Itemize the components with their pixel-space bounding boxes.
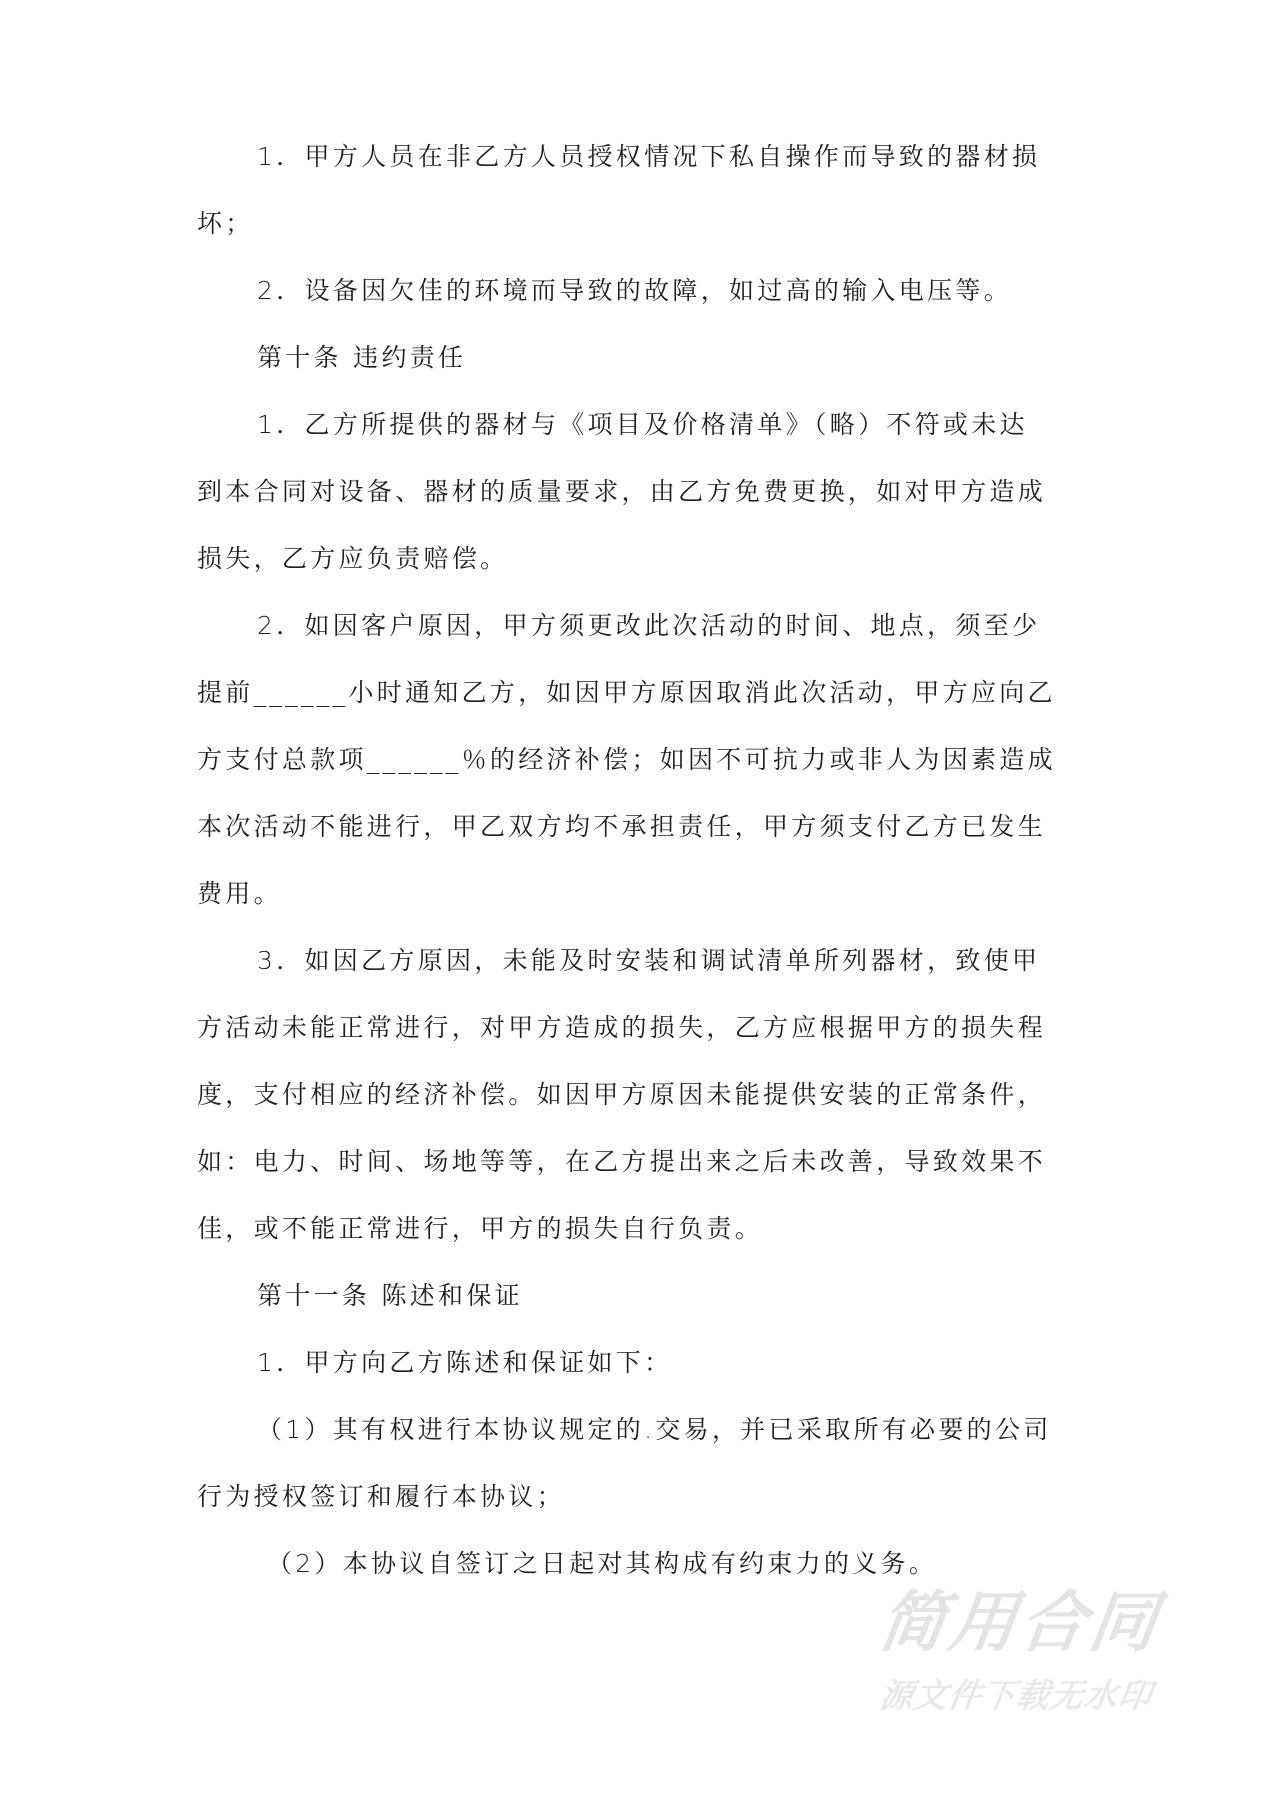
text-line: 1．甲方向乙方陈述和保证如下：: [257, 1348, 673, 1377]
clause-10-heading: [197, 324, 1089, 391]
clause-10-item-3-line-4: [197, 1128, 1089, 1195]
clause-10-item-2-line-1: [197, 592, 1089, 659]
clause-10-item-1-line-1: [197, 391, 1089, 458]
text-line: 本次活动不能进行，甲乙双方均不承担责任，甲方须支付乙方已发生: [197, 812, 1047, 841]
clause-11-sub-1-line-1: [197, 1396, 1089, 1463]
clause-10-item-3-line-1: [197, 927, 1089, 994]
section-heading: 第十条 违约责任: [257, 343, 467, 372]
text-line: 2．设备因欠佳的环境而导致的故障，如过高的输入电压等。: [257, 276, 1013, 305]
text-line: 3．如因乙方原因，未能及时安装和调试清单所列器材，致使甲: [257, 946, 1041, 975]
text-line: 费用。: [197, 879, 282, 908]
clause-10-item-2-line-5: [197, 860, 1089, 927]
text-line: （1）其有权进行本协议规定的.交易，并已采取所有必要的公司: [257, 1415, 1052, 1444]
clause-10-item-3-line-5: [197, 1195, 1089, 1262]
clause-10-item-2-line-4: [197, 793, 1089, 860]
clause-10-item-3-line-2: [197, 994, 1089, 1061]
text-line: 坏；: [197, 209, 254, 238]
clause-9-item-2: [197, 257, 1089, 324]
text-line: 1．乙方所提供的器材与《项目及价格清单》（略）不符或未达: [257, 410, 1028, 439]
clause-11-heading: [197, 1262, 1089, 1329]
clause-11-sub-1-line-2: [197, 1463, 1089, 1530]
text-line: 佳，或不能正常进行，甲方的损失自行负责。: [197, 1214, 764, 1243]
text-line: 损失，乙方应负责赔偿。: [197, 544, 509, 573]
clause-11-sub-2: [197, 1530, 1089, 1597]
clause-10-item-1-line-3: [197, 525, 1089, 592]
text-line: 方活动未能正常进行，对甲方造成的损失，乙方应根据甲方的损失程: [197, 1013, 1047, 1042]
clause-10-item-2-line-2: [197, 659, 1089, 726]
text-line: 如：电力、时间、场地等等，在乙方提出来之后未改善，导致效果不: [197, 1147, 1047, 1176]
watermark-subtitle: 源文件下载无水印: [877, 1676, 1155, 1715]
text-line: 2．如因客户原因，甲方须更改此次活动的时间、地点，须至少: [257, 611, 1041, 640]
watermark-title: 简用合同: [874, 1584, 1166, 1661]
text-line: 行为授权签订和履行本协议；: [197, 1482, 565, 1511]
clause-10-item-1-line-2: [197, 458, 1089, 525]
text-line: 1．甲方人员在非乙方人员授权情况下私自操作而导致的器材损: [257, 142, 1041, 171]
text-line: 方支付总款项______％的经济补偿；如因不可抗力或非人为因素造成: [197, 745, 1056, 774]
clause-10-item-3-line-3: [197, 1061, 1089, 1128]
text-line: （2）本协议自签订之日起对其构成有约束力的义务。: [267, 1549, 938, 1578]
clause-10-item-2-line-3: [197, 726, 1089, 793]
clause-11-item-1: [197, 1329, 1089, 1396]
text-line: 到本合同对设备、器材的质量要求，由乙方免费更换，如对甲方造成: [197, 477, 1047, 506]
clause-9-item-1-line-1: [197, 123, 1089, 190]
text-line: 度，支付相应的经济补偿。如因甲方原因未能提供安装的正常条件，: [197, 1080, 1047, 1109]
clause-9-item-1-line-2: [197, 190, 1089, 257]
document-body: [197, 142, 1089, 1630]
text-line: 提前______小时通知乙方，如因甲方原因取消此次活动，甲方应向乙: [197, 678, 1056, 707]
section-heading: 第十一条 陈述和保证: [257, 1281, 523, 1310]
